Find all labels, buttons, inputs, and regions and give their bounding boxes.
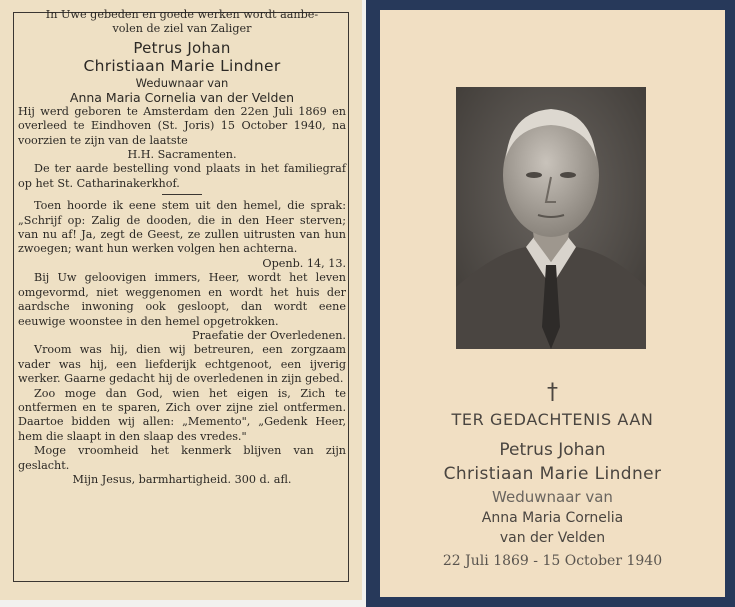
spouse-name: Anna Maria Cornelia van der Velden (69, 89, 295, 105)
spouse-name-line1: Anna Maria Cornelia (481, 510, 624, 526)
deceased-first-names: Petrus Johan (499, 440, 606, 460)
cross-icon: † (547, 380, 558, 405)
widower-label: Weduwnaar van (135, 75, 229, 90)
closing-prayer: Mijn Jesus, barmhartigheid. 300 d. afl. (72, 472, 292, 486)
prayer-paragraph: Zoo moge dan God, wien het eigen is, Zich te ontfermen en te sparen, Zich over zijne ziel ontfermen. Daartoe bidden wij allen: „Memento", „Gedenk Heer, hem die slaapt in den slaap des vredes." (18, 386, 346, 443)
prayer-card-text-side (0, 0, 362, 600)
deceased-first-names: Petrus Johan (133, 38, 231, 57)
biography: Hij werd geboren te Amsterdam den 22en Juli 1869 en overleed te Eindhoven (St. Joris) 15 October 1940, na voorzien te zijn van de laatste (18, 104, 346, 147)
deceased-full-name: Christiaan Marie Lindner (83, 56, 281, 75)
character-paragraph: Vroom was hij, dien wij betreuren, een zorgzaam vader was hij, een liefderijk echtgenoot, een ijverig werker. Gaarne gedacht hij de overledenen in zijn gebed. (18, 343, 346, 386)
sacraments: H.H. Sacramenten. (127, 148, 237, 162)
memorial-card-photo-side (380, 10, 725, 597)
spouse-name-line2: van der Velden (499, 530, 606, 546)
intro-line-2: volen de ziel van Zaliger (112, 22, 252, 36)
burial-note: De ter aarde bestelling vond plaats in het familiegraf op het St. Catharinakerkhof. (18, 162, 346, 190)
bible-verse: Toen hoorde ik eene stem uit den hemel, die sprak: „Schrijf op: Zalig de dooden, die in den Heer sterven; van nu af! Ja, zegt de Geest, ze zullen uitrusten van hun zwoegen; want hun werken volgen hen achterna. (18, 199, 346, 256)
preface-reference: Praefatie der Overledenen. (192, 328, 346, 342)
portrait-photo (456, 87, 646, 349)
preface-text: Bij Uw geloovigen immers, Heer, wordt het leven omgevormd, niet weggenomen en wordt het huis der aardsche inwoning ook gesloopt, dan wordt eene eeuwige woonstee in den hemel opgetrokken. (18, 271, 346, 328)
prayer-text (18, 8, 346, 487)
memorial-heading: TER GEDACHTENIS AAN (451, 410, 654, 429)
intro-line-1: In Uwe gebeden en goede werken wordt aanbe- (45, 8, 319, 21)
legacy-paragraph: Moge vroomheid het kenmerk blijven van zijn geslacht. (18, 444, 346, 472)
widower-label: Weduwnaar van (492, 488, 613, 506)
life-dates: 22 Juli 1869 - 15 October 1940 (442, 553, 663, 569)
divider (162, 194, 202, 195)
bible-verse-reference: Openb. 14, 13. (262, 256, 346, 270)
deceased-full-name: Christiaan Marie Lindner (443, 464, 662, 484)
